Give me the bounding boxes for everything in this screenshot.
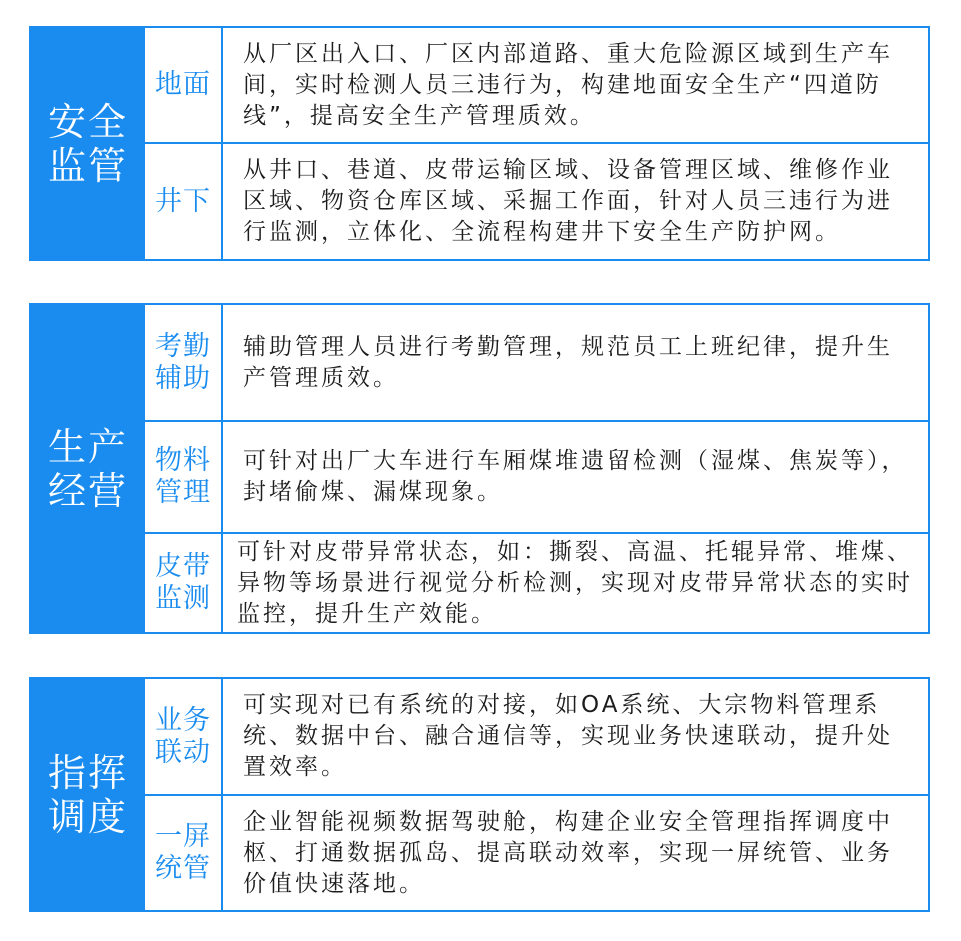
subcategory-cell	[145, 796, 223, 910]
description-cell	[223, 534, 928, 632]
table-row	[145, 679, 928, 796]
description-text: 可实现对已有系统的对接，如OA系统、大宗物料管理系统、数据中台、融合通信等，实现业务快速联动，提升处置效率。	[243, 692, 893, 780]
description-text: 从井口、巷道、皮带运输区域、设备管理区域、维修作业区域、物资仓库区域、采掘工作面，针对人员三违行为进行监测，立体化、全流程构建井下安全生产防护网。	[243, 157, 893, 245]
table-row	[145, 144, 928, 259]
subcategory-cell	[145, 679, 223, 794]
subcategory-label: 考勤辅助	[155, 330, 211, 394]
section-production-operations	[29, 303, 930, 634]
rows-container	[145, 28, 928, 259]
subcategory-label: 皮带监测	[155, 551, 211, 614]
category-cell	[31, 305, 145, 632]
description-text: 可针对皮带异常状态，如：撕裂、高温、托辊异常、堆煤、异物等场景进行视觉分析检测，实现对皮带异常状态的实时监控，提升生产效能。	[237, 538, 913, 627]
table-row	[145, 305, 928, 422]
subcategory-label: 业务联动	[155, 704, 211, 768]
description-text: 企业智能视频数据驾驶舱，构建企业安全管理指挥调度中枢、打通数据孤岛、提高联动效率，实现一屏统管、业务价值快速落地。	[243, 808, 893, 897]
description-cell	[223, 679, 928, 794]
category-label: 生产经营	[48, 424, 129, 513]
description-cell	[223, 796, 928, 910]
subcategory-label: 物料管理	[155, 445, 211, 508]
category-cell	[31, 28, 145, 259]
category-label: 安全监管	[48, 99, 129, 188]
subcategory-cell	[145, 305, 223, 420]
section-command-dispatch	[29, 677, 930, 912]
subcategory-cell	[145, 144, 223, 259]
description-text: 从厂区出入口、厂区内部道路、重大危险源区域到生产车间，实时检测人员三违行为，构建地面安全生产“四道防线”，提高安全生产管理质效。	[243, 40, 893, 129]
subcategory-cell	[145, 28, 223, 142]
rows-container	[145, 305, 928, 632]
subcategory-label: 一屏统管	[155, 821, 211, 884]
description-cell	[223, 144, 928, 259]
category-cell	[31, 679, 145, 910]
table-row	[145, 534, 928, 632]
description-cell	[223, 422, 928, 532]
category-label: 指挥调度	[48, 750, 129, 839]
table-row	[145, 796, 928, 910]
subcategory-label: 井下	[155, 185, 211, 217]
description-text: 可针对出厂大车进行车厢煤堆遗留检测（湿煤、焦炭等），封堵偷煤、漏煤现象。	[243, 448, 908, 505]
section-safety-supervision	[29, 26, 930, 261]
subcategory-label: 地面	[155, 69, 211, 100]
description-cell	[223, 305, 928, 420]
table-row	[145, 422, 928, 534]
table-row	[145, 28, 928, 144]
subcategory-cell	[145, 534, 223, 632]
subcategory-cell	[145, 422, 223, 532]
description-cell	[223, 28, 928, 142]
description-text: 辅助管理人员进行考勤管理，规范员工上班纪律，提升生产管理质效。	[243, 333, 893, 391]
rows-container	[145, 679, 928, 910]
